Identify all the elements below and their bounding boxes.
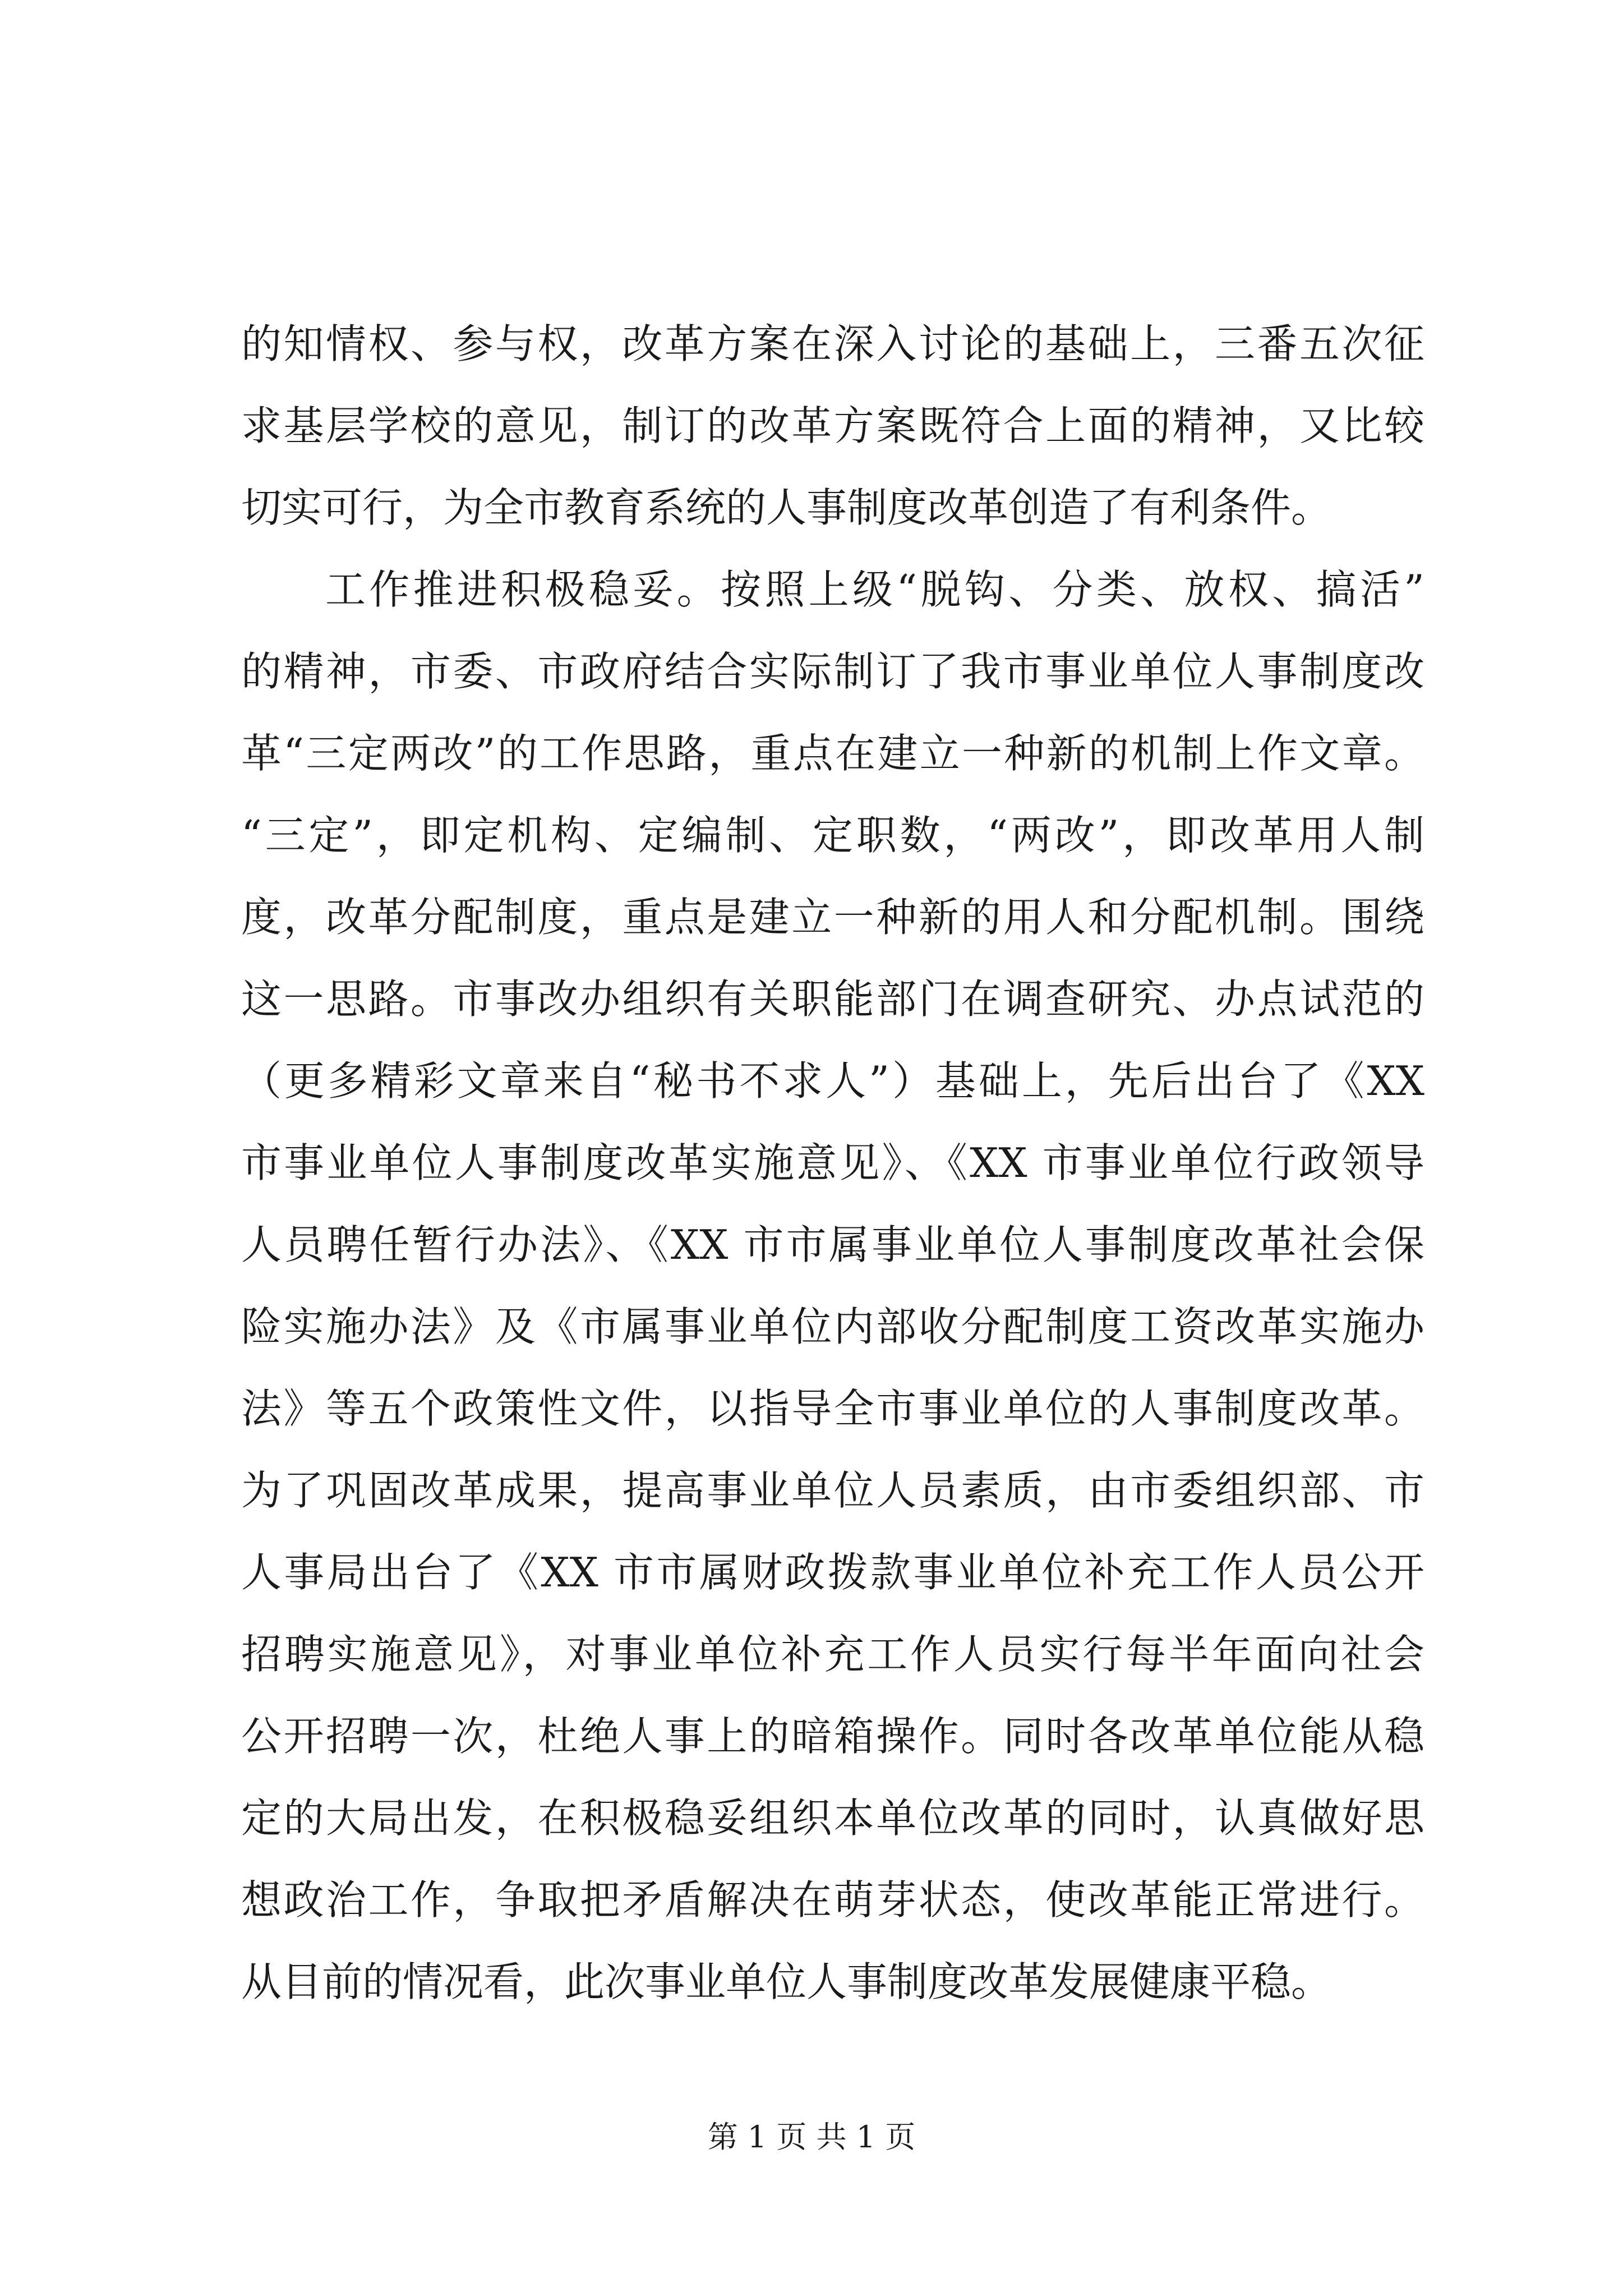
text-line: 的精神，市委、市政府结合实际制订了我市事业单位人事制度改 bbox=[241, 648, 1424, 695]
text-line: 定的大局出发，在积极稳妥组织本单位改革的同时，认真做好思 bbox=[241, 1795, 1424, 1842]
text-line: 为了巩固改革成果，提高事业单位人员素质，由市委组织部、市 bbox=[241, 1467, 1424, 1514]
text-line: 工作推进积极稳妥。按照上级“脱钩、分类、放权、搞活” bbox=[325, 566, 1424, 613]
text-line: 人事局出台了《XX 市市属财政拨款事业单位补充工作人员公开 bbox=[241, 1549, 1424, 1596]
text-line: 人员聘任暂行办法》、《XX 市市属事业单位人事制度改革社会保 bbox=[241, 1221, 1424, 1268]
paragraph-2 bbox=[241, 549, 1424, 2023]
text-line: 革“三定两改”的工作思路，重点在建立一种新的机制上作文章。 bbox=[241, 730, 1424, 777]
text-line: 求基层学校的意见，制订的改革方案既符合上面的精神，又比较 bbox=[241, 402, 1424, 449]
text-line: 这一思路。市事改办组织有关职能部门在调查研究、办点试范的 bbox=[241, 976, 1424, 1023]
text-line: 从目前的情况看，此次事业单位人事制度改革发展健康平稳。 bbox=[241, 1958, 1332, 2005]
text-line: 招聘实施意见》，对事业单位补充工作人员实行每半年面向社会 bbox=[241, 1631, 1424, 1678]
text-line: 公开招聘一次，杜绝人事上的暗箱操作。同时各改革单位能从稳 bbox=[241, 1713, 1424, 1760]
page-number-label: 第 1 页 共 1 页 bbox=[707, 2119, 916, 2155]
page-footer bbox=[0, 2118, 1623, 2157]
text-line: 切实可行，为全市教育系统的人事制度改革创造了有利条件。 bbox=[241, 484, 1332, 531]
text-line: 度，改革分配制度，重点是建立一种新的用人和分配机制。围绕 bbox=[241, 894, 1424, 941]
paragraph-1 bbox=[241, 303, 1424, 549]
text-line: 市事业单位人事制度改革实施意见》、《XX 市事业单位行政领导 bbox=[241, 1139, 1424, 1186]
text-line: （更多精彩文章来自“秘书不求人”）基础上，先后出台了《XX bbox=[241, 1057, 1424, 1105]
text-line: “三定”，即定机构、定编制、定职数，“两改”，即改革用人制 bbox=[241, 812, 1424, 859]
text-line: 的知情权、参与权，改革方案在深入讨论的基础上，三番五次征 bbox=[241, 320, 1424, 367]
text-line: 想政治工作，争取把矛盾解决在萌芽状态，使改革能正常进行。 bbox=[241, 1876, 1424, 1924]
text-line: 险实施办法》及《市属事业单位内部收分配制度工资改革实施办 bbox=[241, 1303, 1424, 1350]
document-body bbox=[241, 303, 1424, 2023]
text-line: 法》等五个政策性文件，以指导全市事业单位的人事制度改革。 bbox=[241, 1385, 1424, 1432]
